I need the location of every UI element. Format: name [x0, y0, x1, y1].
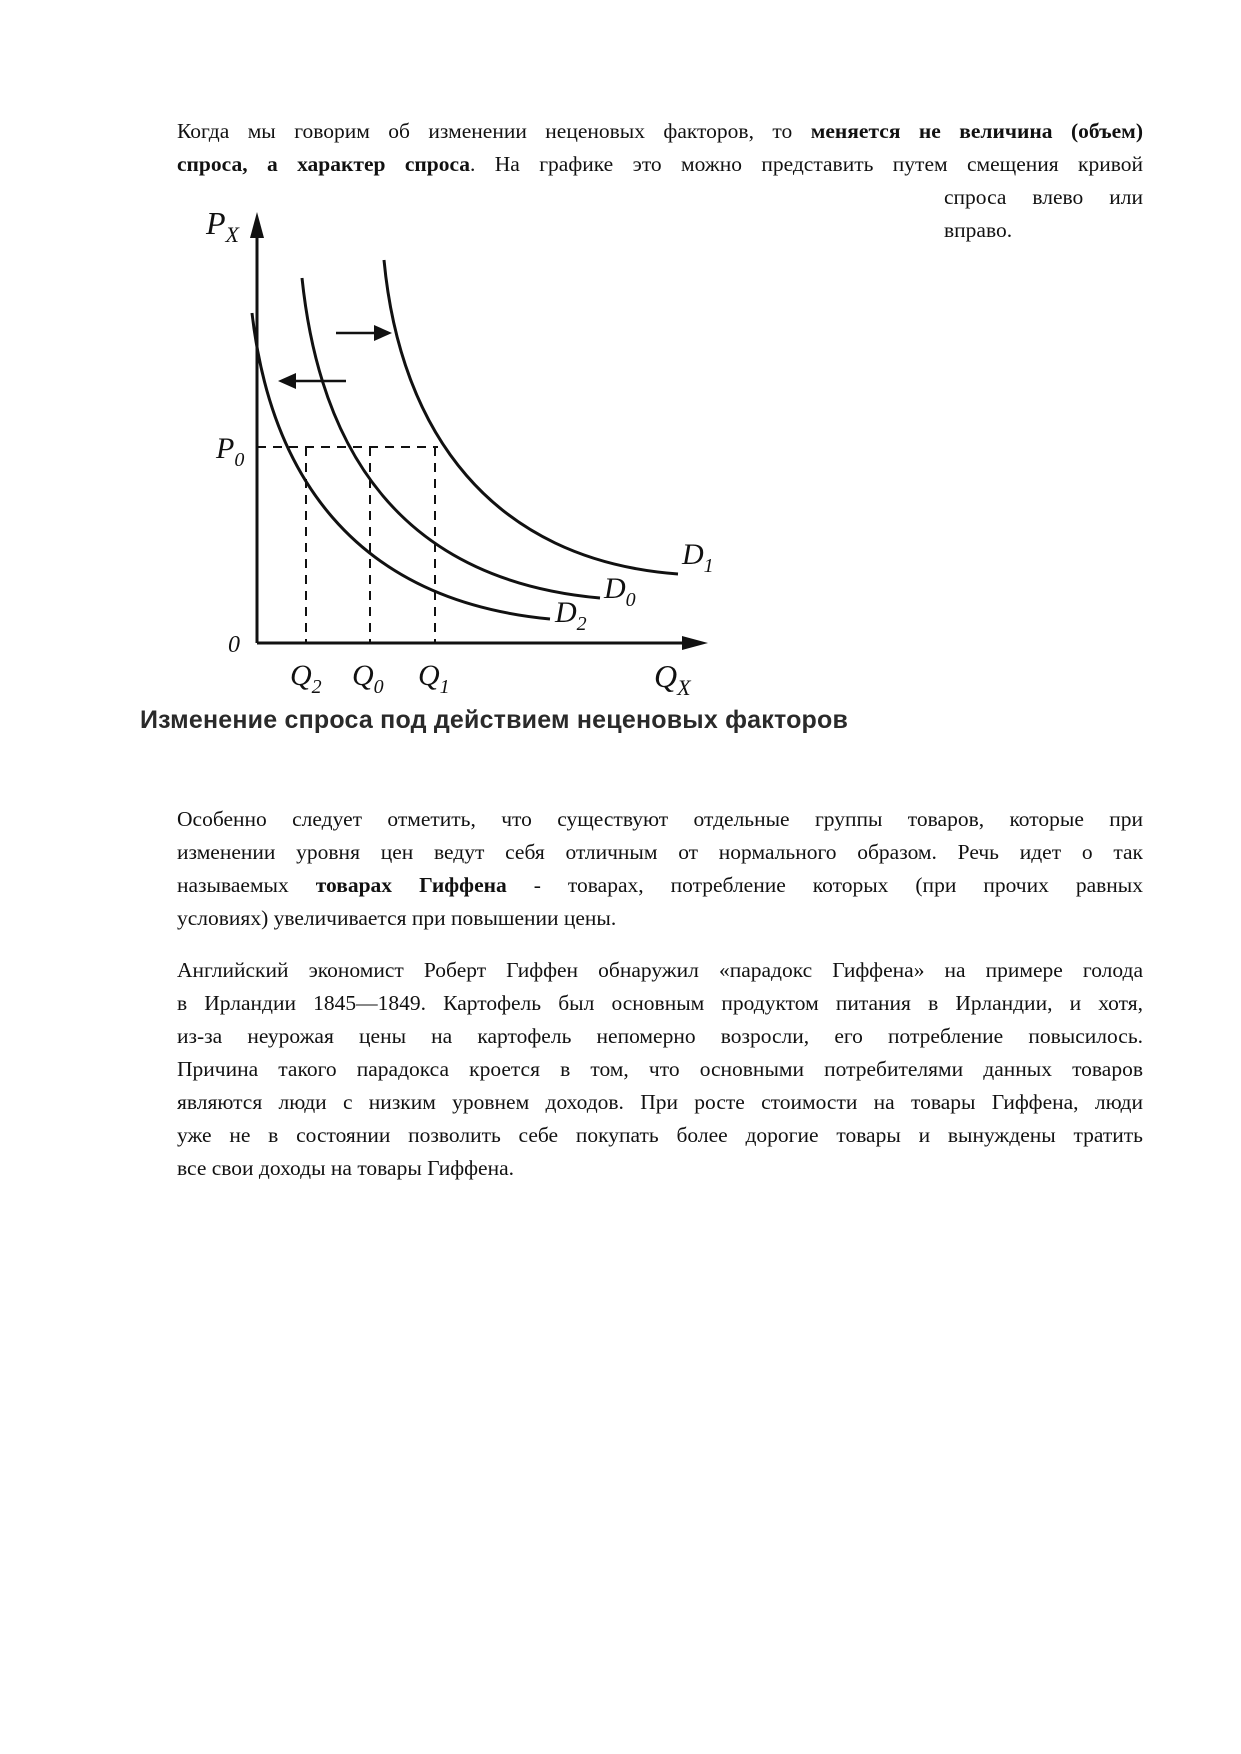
curve-d0	[302, 278, 600, 598]
curve-d2	[252, 313, 550, 619]
d2-label: $D_2$	[555, 596, 587, 635]
arrow-right-head	[374, 325, 392, 341]
p2-line-4: условиях) увеличивается при повышении цены.	[177, 906, 617, 930]
y-axis-arrow	[250, 212, 264, 238]
d0-label: $D_0$	[604, 572, 636, 611]
p0-label: $P_0$	[216, 432, 245, 471]
p3-line-4: Причина такого парадокса кроется в том, что основными потребителями данных товаров	[177, 1057, 1143, 1081]
p2-line-2: изменении уровня цен ведут себя отличным от нормального образом. Речь идет о так	[177, 840, 1143, 864]
p3-line-5: являются люди с низким уровнем доходов. При росте стоимости на товары Гиффена, люди	[177, 1090, 1143, 1114]
p2-line-1: Особенно следует отметить, что существуют отдельные группы товаров, которые при	[177, 807, 1143, 831]
p2-text-2: - товарах, потребление которых (при прочих равных	[506, 873, 1143, 897]
curve-d1	[384, 260, 678, 574]
origin-label: 0	[228, 632, 240, 658]
intro-side-text	[944, 181, 1143, 247]
p2-text: называемых	[177, 873, 316, 897]
d1-label: $D_1$	[682, 538, 714, 577]
q1-label: $Q_1$	[418, 659, 450, 698]
intro-line-2	[177, 148, 1143, 181]
x-axis-arrow	[682, 636, 708, 650]
y-axis-label: $P_X$	[206, 205, 239, 247]
figure-caption: Изменение спроса под действием неценовых факторов	[140, 706, 849, 734]
p3-line-2: в Ирландии 1845—1849. Картофель был основным продуктом питания в Ирландии, и хотя,	[177, 991, 1143, 1015]
demand-shift-figure	[130, 200, 750, 760]
giffen-goods-term: товарах Гиффена	[315, 873, 507, 897]
intro-side-line-1: спроса влево или	[944, 185, 1143, 209]
giffen-intro-paragraph	[177, 803, 1143, 935]
p3-line-3: из-за неурожая цены на картофель непомерно возросли, его потребление повысилось.	[177, 1024, 1143, 1048]
intro-text: Когда мы говорим об изменении неценовых факторов, то	[177, 119, 811, 143]
intro-line-1	[177, 115, 1143, 148]
intro-paragraph	[177, 115, 1143, 181]
p3-line-1: Английский экономист Роберт Гиффен обнаружил «парадокс Гиффена» на примере голода	[177, 958, 1143, 982]
p3-line-6: уже не в состоянии позволить себе покупать более дорогие товары и вынуждены тратить	[177, 1123, 1143, 1147]
p3-line-7: все свои доходы на товары Гиффена.	[177, 1156, 514, 1180]
intro-bold-text: меняется не величина (объем)	[810, 119, 1143, 143]
giffen-history-paragraph	[177, 954, 1143, 1185]
intro-side-line-2: вправо.	[944, 218, 1013, 242]
p2-line-3	[177, 869, 1143, 902]
x-axis-label: $Q_X$	[654, 658, 691, 700]
q0-label: $Q_0$	[352, 659, 384, 698]
intro-bold-text-2: спроса, а характер спроса	[177, 152, 471, 176]
intro-text-2: . На графике это можно представить путем смещения кривой	[470, 152, 1143, 176]
q2-label: $Q_2$	[290, 659, 322, 698]
arrow-left-head	[278, 373, 296, 389]
